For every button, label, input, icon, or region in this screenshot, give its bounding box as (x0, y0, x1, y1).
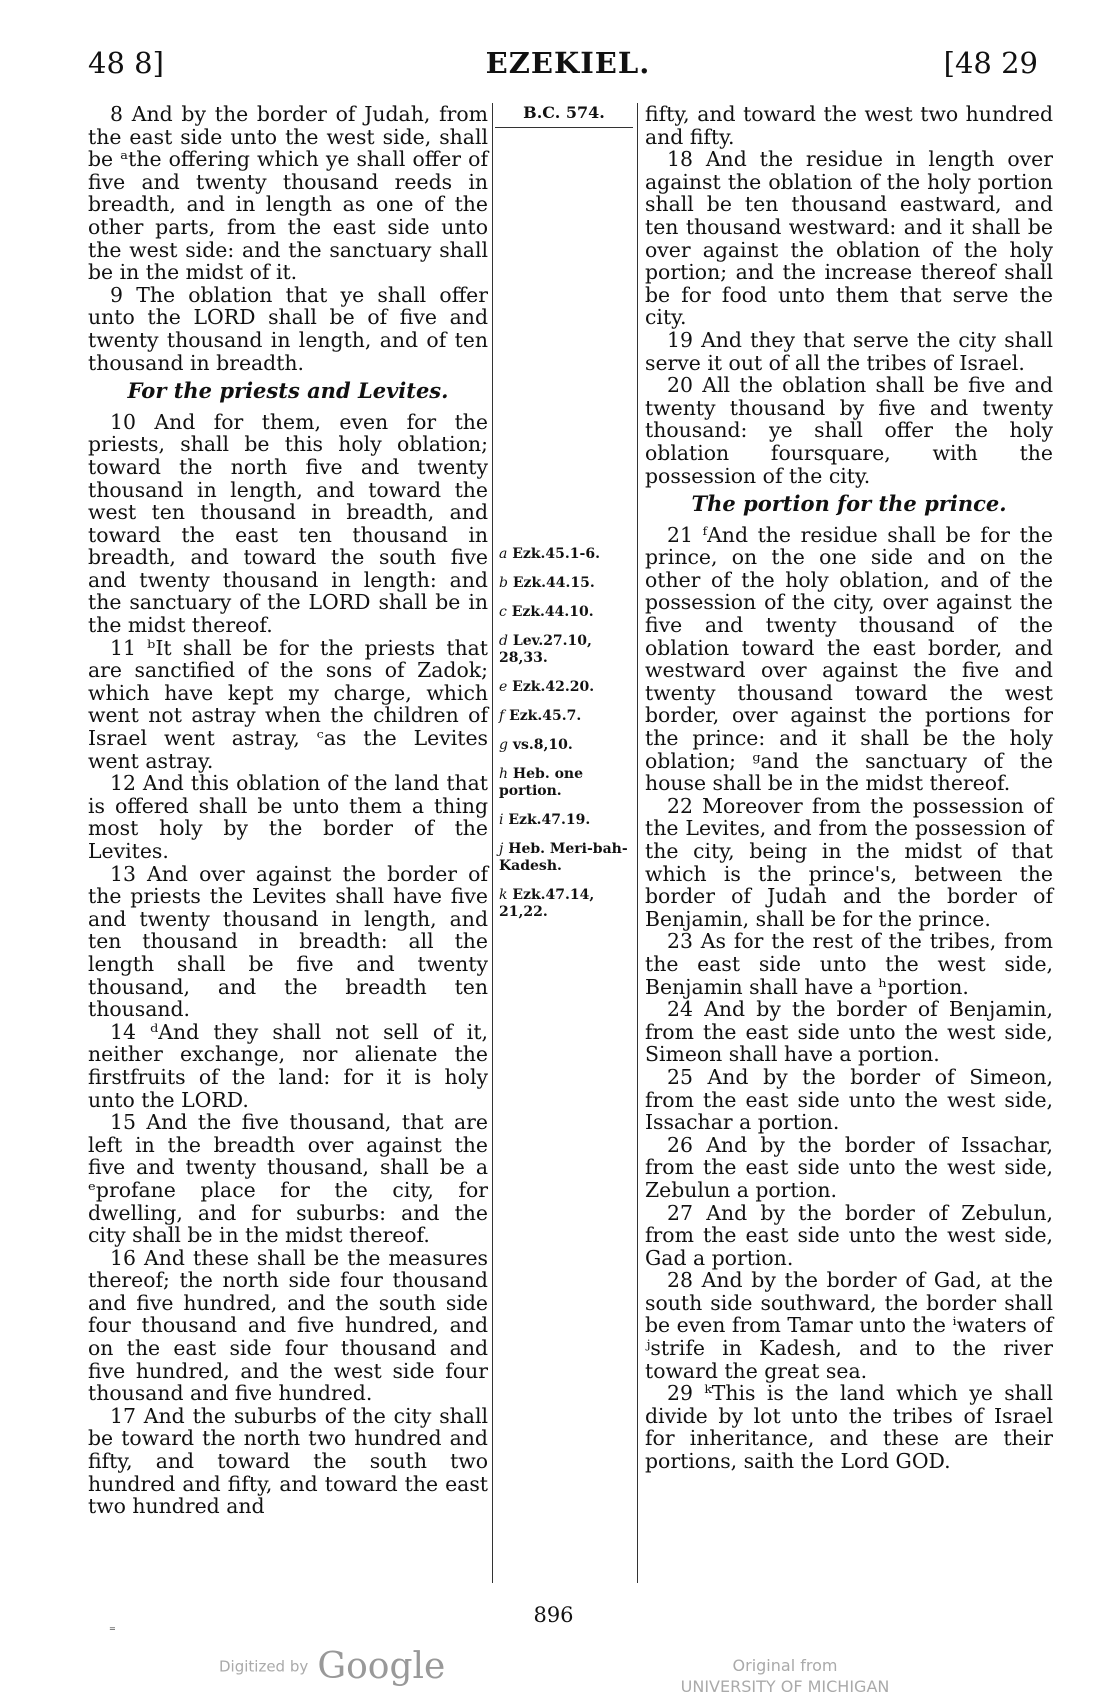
verse-16: 16 And these shall be the measures thereof; the north side four thousand and five hundred, and the south side four thousand and five hundred, and on the east side four thousand and five hundred, and the west side four thousand and five hundred. (88, 1245, 488, 1406)
reference-note: a Ezk.45.1-6. (499, 546, 600, 562)
reference-note: c Ezk.44.10. (499, 604, 594, 620)
header-right-reference: [48 29 (943, 46, 1038, 80)
left-text-column (88, 103, 488, 1518)
page-number: 896 (533, 1603, 574, 1627)
verse-14: 14 ᵈAnd they shall not sell of it, neither exchange, nor alienate the firstfruits of the land: for it is holy unto the LORD. (88, 1019, 488, 1112)
verse-10: 10 And for them, even for the priests, shall be this holy oblation; toward the north five and twenty thousand in length, and toward the west ten thousand in breadth, and toward the east ten thousand in breadth, and toward the south five and twenty thousand in length: and the sanctuary of the LORD shall be in the midst thereof. (88, 409, 488, 638)
column-rule-left (492, 103, 493, 1583)
verse-23: 23 As for the rest of the tribes, from the east side unto the west side, Benjamin shall have a ʰportion. (645, 929, 1053, 999)
original-from-label: Original from (732, 1656, 838, 1675)
verse-25: 25 And by the border of Simeon, from the east side unto the west side, Issachar a portion. (645, 1064, 1053, 1135)
verse-20: 20 All the oblation shall be five and twenty thousand by five and twenty thousand: ye shall offer the holy oblation foursquare, with the possession of the city. (645, 373, 1053, 488)
reference-note: h Heb. one portion. (499, 766, 584, 799)
date-label: B.C. 574. (495, 103, 633, 128)
header-left-reference: 48 8] (88, 46, 164, 80)
verse-19: 19 And they that serve the city shall serve it out of all the tribes of Israel. (645, 327, 1053, 375)
reference-note: k Ezk.47.14, 21,22. (499, 887, 595, 920)
section-heading-priests: For the priests and Levites. (127, 378, 449, 404)
verse-27: 27 And by the border of Zebulun, from the east side unto the west side, Gad a portion. (645, 1200, 1053, 1270)
verse-17-continued: fifty, and toward the west two hundred and fifty. (645, 102, 1053, 149)
section-heading-prince: The portion for the prince. (691, 491, 1007, 517)
reference-note: e Ezk.42.20. (499, 679, 595, 695)
column-rule-right (637, 103, 638, 1583)
right-text-column (645, 103, 1053, 1473)
verse-21: 21 ᶠAnd the residue shall be for the prince, on the one side and on the other of the holy oblation, and of the possession of the city, over against the five and twenty thousand of the oblation toward the east border, and westward over against the five and twenty thousand toward the west border, over against the portions for the prince: and it shall be the holy oblation; ᵍand the sanctuary of the house shall be in the midst thereof. (645, 522, 1053, 796)
verse-17: 17 And the suburbs of the city shall be toward the north two hundred and fifty, and toward the south two hundred and fifty, and toward the east two hundred and (88, 1403, 488, 1519)
google-logo: Google (317, 1646, 446, 1687)
source-watermark (660, 1655, 910, 1697)
reference-note: f Ezk.45.7. (499, 708, 582, 724)
verse-15: 15 And the five thousand, that are left in the breadth over against the five and twenty thousand, shall be a ᵉprofane place for the city, for dwelling, and for suburbs: and the city shall be in the midst thereof. (88, 1110, 488, 1248)
verse-12: 12 And this oblation of the land that is offered shall be unto them a thing most holy by the border of the Levites. (88, 771, 488, 863)
verse-26: 26 And by the border of Issachar, from the east side unto the west side, Zebulun a portion. (645, 1132, 1053, 1202)
verse-22: 22 Moreover from the possession of the Levites, and from the possession of the city, being in the midst of that which is the prince's, between the border of Judah and the border of Benjamin, shall be for the prince. (645, 793, 1053, 931)
reference-note: g vs.8,10. (499, 737, 573, 753)
print-mark: ⁼ (109, 1624, 116, 1639)
running-header (88, 46, 1048, 86)
book-title: EZEKIEL. (485, 46, 651, 80)
verse-28: 28 And by the border of Gad, at the south side southward, the border shall be even from Tamar unto the ⁱwaters of ʲstrife in Kadesh, and to the river toward the great sea. (645, 1268, 1053, 1383)
verse-11: 11 ᵇIt shall be for the priests that are sanctified of the sons of Zadok; which have kept my charge, which went not astray when the children of Israel went astray, ᶜas the Levites went astray. (88, 635, 488, 773)
digitized-label: Digitized by (219, 1657, 309, 1676)
verse-29: 29 ᵏThis is the land which ye shall divide by lot unto the tribes of Israel for inheritance, and these are their portions, saith the Lord GOD. (645, 1381, 1053, 1474)
verse-9: 9 The oblation that ye shall offer unto the LORD shall be of five and twenty thousand in length, and of ten thousand in breadth. (88, 282, 488, 375)
reference-note: i Ezk.47.19. (499, 812, 591, 828)
reference-note: j Heb. Meri-bah-Kadesh. (499, 841, 628, 874)
library-name: UNIVERSITY OF MICHIGAN (680, 1677, 890, 1696)
verse-24: 24 And by the border of Benjamin, from the east side unto the west side, Simeon shall have a portion. (645, 997, 1053, 1067)
digitized-watermark (219, 1646, 445, 1687)
verse-8: 8 And by the border of Judah, from the east side unto the west side, shall be ᵃthe offering which ye shall offer of five and twenty thousand reeds in breadth, and in length as one of the other parts, from the east side unto the west side: and the sanctuary shall be in the midst of it. (88, 102, 488, 285)
margin-references (499, 546, 635, 933)
reference-note: d Lev.27.10, 28,33. (499, 633, 592, 666)
margin-date (495, 103, 633, 128)
verse-13: 13 And over against the border of the priests the Levites shall have five and twenty thousand in length, and ten thousand in breadth: all the length shall be five and twenty thousand, and the breadth ten thousand. (88, 861, 488, 1022)
verse-18: 18 And the residue in length over against the oblation of the holy portion shall be ten thousand eastward, and ten thousand westward: and it shall be over against the oblation of the holy portion; and the increase thereof shall be for food unto them that serve the city. (645, 147, 1053, 330)
reference-note: b Ezk.44.15. (499, 575, 595, 591)
